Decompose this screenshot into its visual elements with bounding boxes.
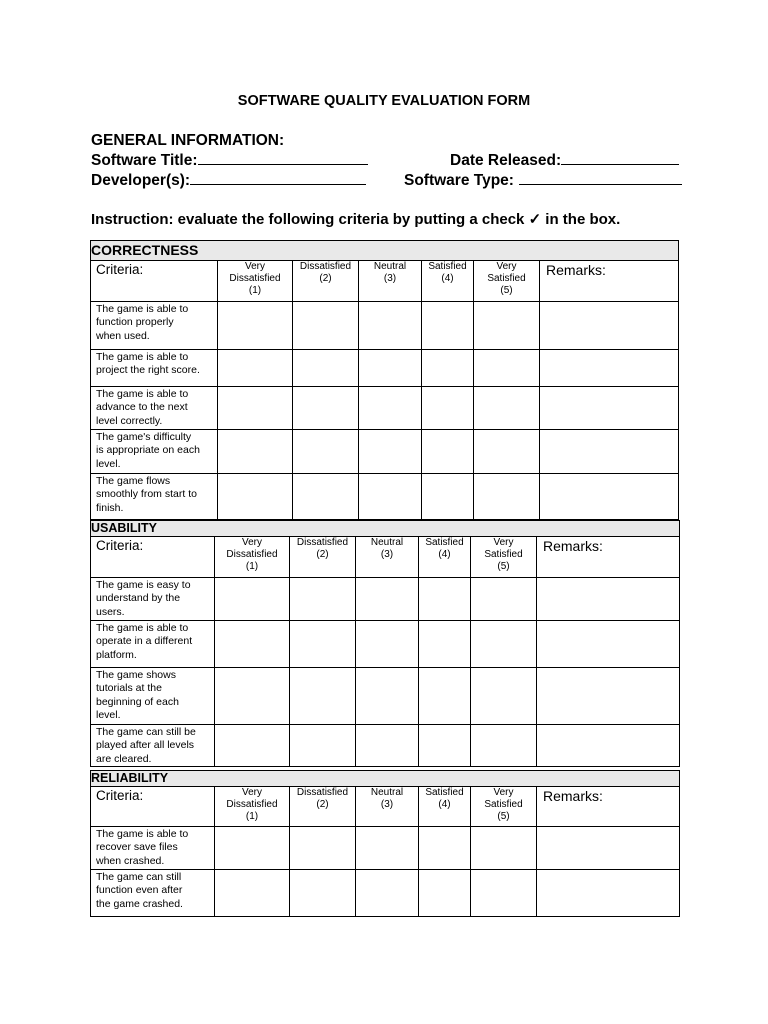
neutral-header-line: Neutral bbox=[370, 787, 404, 798]
satisfied-checkbox[interactable] bbox=[419, 827, 471, 870]
satisfied-header bbox=[419, 537, 471, 578]
remarks-cell[interactable] bbox=[537, 827, 680, 870]
date-released-label: Date Released: bbox=[450, 152, 562, 169]
developers-field[interactable] bbox=[190, 171, 366, 185]
very-dissatisfied-header bbox=[218, 261, 293, 302]
remarks-cell[interactable] bbox=[537, 668, 680, 725]
criteria-text-line: The game flows bbox=[96, 475, 171, 487]
criteria-row bbox=[91, 668, 680, 725]
very-satisfied-checkbox[interactable] bbox=[471, 725, 537, 767]
neutral-header-line: (3) bbox=[380, 549, 394, 560]
criteria-row bbox=[91, 578, 680, 621]
criteria-text-line: The game is able to bbox=[96, 388, 189, 400]
very-satisfied-header-line: Very bbox=[496, 261, 517, 272]
neutral-header-line: (3) bbox=[383, 273, 397, 284]
dissatisfied-header bbox=[293, 261, 359, 302]
very-dissatisfied-checkbox[interactable] bbox=[215, 578, 290, 621]
criteria-text-line: finish. bbox=[96, 501, 124, 514]
criteria-row bbox=[91, 827, 680, 870]
section-title: USABILITY bbox=[91, 521, 680, 537]
software-type-label: Software Type: bbox=[404, 172, 514, 189]
very-satisfied-header-line: (5) bbox=[497, 811, 510, 822]
very-dissatisfied-header-line: Dissatisfied bbox=[229, 273, 281, 284]
criteria-text-line: advance to the next bbox=[96, 401, 188, 414]
very-dissatisfied-header bbox=[215, 787, 290, 827]
criteria-text bbox=[91, 668, 215, 725]
remarks-cell[interactable] bbox=[537, 870, 680, 917]
remarks-cell[interactable] bbox=[540, 387, 679, 430]
neutral-checkbox[interactable] bbox=[359, 302, 422, 350]
criteria-text-line: The game can still bbox=[96, 871, 182, 883]
criteria-row bbox=[91, 430, 679, 474]
remarks-cell[interactable] bbox=[537, 578, 680, 621]
satisfied-checkbox[interactable] bbox=[419, 725, 471, 767]
neutral-checkbox[interactable] bbox=[356, 870, 419, 917]
neutral-checkbox[interactable] bbox=[356, 668, 419, 725]
satisfied-checkbox[interactable] bbox=[419, 578, 471, 621]
very-satisfied-checkbox[interactable] bbox=[471, 870, 537, 917]
neutral-checkbox[interactable] bbox=[359, 350, 422, 387]
very-dissatisfied-header-line: Dissatisfied bbox=[226, 799, 278, 810]
remarks-cell[interactable] bbox=[540, 302, 679, 350]
very-dissatisfied-header-line: (1) bbox=[245, 561, 259, 572]
criteria-header: Criteria: bbox=[91, 537, 215, 578]
very-satisfied-checkbox[interactable] bbox=[471, 578, 537, 621]
criteria-text-line: The game is able to bbox=[96, 828, 189, 840]
very-dissatisfied-header-line: Dissatisfied bbox=[226, 549, 278, 560]
satisfied-checkbox[interactable] bbox=[419, 621, 471, 668]
neutral-header bbox=[359, 261, 422, 302]
software-title-label: Software Title: bbox=[91, 152, 198, 169]
satisfied-header-line: (4) bbox=[441, 273, 454, 284]
neutral-checkbox[interactable] bbox=[356, 578, 419, 621]
criteria-text-line: recover save files bbox=[96, 841, 178, 854]
software-title-field[interactable] bbox=[198, 151, 368, 165]
satisfied-header-line: (4) bbox=[438, 799, 451, 810]
very-dissatisfied-header-line: Very bbox=[241, 787, 262, 798]
criteria-text-line: level. bbox=[96, 708, 121, 721]
dissatisfied-header bbox=[290, 787, 356, 827]
satisfied-checkbox[interactable] bbox=[419, 870, 471, 917]
criteria-text-line: when used. bbox=[96, 329, 150, 342]
neutral-header-line: Neutral bbox=[370, 537, 404, 548]
criteria-text bbox=[91, 870, 215, 917]
criteria-text bbox=[91, 725, 215, 767]
remarks-header: Remarks: bbox=[540, 261, 679, 302]
criteria-row bbox=[91, 474, 679, 520]
very-dissatisfied-checkbox[interactable] bbox=[215, 668, 290, 725]
criteria-text-line: understand by the bbox=[96, 592, 181, 605]
criteria-text-line: beginning of each bbox=[96, 695, 179, 708]
criteria-text-line: The game is able to bbox=[96, 303, 189, 315]
very-satisfied-header-line: (5) bbox=[500, 285, 513, 296]
neutral-header-line: Neutral bbox=[373, 261, 407, 272]
column-header-row bbox=[91, 537, 680, 578]
very-satisfied-checkbox[interactable] bbox=[474, 350, 540, 387]
dissatisfied-header-line: (2) bbox=[316, 549, 329, 560]
criteria-row bbox=[91, 350, 679, 387]
very-dissatisfied-header-line: (1) bbox=[248, 285, 262, 296]
criteria-text bbox=[91, 430, 218, 474]
satisfied-checkbox[interactable] bbox=[422, 302, 474, 350]
neutral-header bbox=[356, 787, 419, 827]
criteria-text bbox=[91, 350, 218, 387]
criteria-text-line: the game crashed. bbox=[96, 897, 183, 910]
satisfied-checkbox[interactable] bbox=[422, 350, 474, 387]
neutral-checkbox[interactable] bbox=[356, 827, 419, 870]
remarks-cell[interactable] bbox=[537, 621, 680, 668]
section-title: RELIABILITY bbox=[91, 771, 680, 787]
criteria-text bbox=[91, 387, 218, 430]
very-satisfied-header-line: (5) bbox=[497, 561, 510, 572]
very-dissatisfied-checkbox[interactable] bbox=[215, 621, 290, 668]
satisfied-checkbox[interactable] bbox=[422, 430, 474, 474]
dissatisfied-checkbox[interactable] bbox=[290, 621, 356, 668]
very-satisfied-header-line: Very bbox=[493, 787, 514, 798]
dissatisfied-checkbox[interactable] bbox=[293, 430, 359, 474]
software-type-field[interactable] bbox=[519, 171, 682, 185]
satisfied-header-line: (4) bbox=[438, 549, 451, 560]
very-dissatisfied-header-line: Very bbox=[244, 261, 265, 272]
remarks-header: Remarks: bbox=[537, 787, 680, 827]
very-satisfied-checkbox[interactable] bbox=[471, 827, 537, 870]
remarks-header: Remarks: bbox=[537, 537, 680, 578]
satisfied-checkbox[interactable] bbox=[422, 387, 474, 430]
very-satisfied-checkbox[interactable] bbox=[474, 302, 540, 350]
section-table-correctness bbox=[90, 240, 679, 520]
very-satisfied-checkbox[interactable] bbox=[474, 387, 540, 430]
neutral-checkbox[interactable] bbox=[356, 621, 419, 668]
criteria-row bbox=[91, 387, 679, 430]
dissatisfied-checkbox[interactable] bbox=[290, 870, 356, 917]
very-satisfied-header-line: Satisfied bbox=[487, 273, 526, 284]
neutral-header-line: (3) bbox=[380, 799, 394, 810]
dissatisfied-checkbox[interactable] bbox=[290, 725, 356, 767]
criteria-text-line: is appropriate on each bbox=[96, 444, 200, 457]
satisfied-header bbox=[419, 787, 471, 827]
software-type-row bbox=[404, 171, 682, 190]
form-title: SOFTWARE QUALITY EVALUATION FORM bbox=[237, 93, 531, 109]
very-dissatisfied-checkbox[interactable] bbox=[215, 870, 290, 917]
very-satisfied-header bbox=[471, 537, 537, 578]
dissatisfied-checkbox[interactable] bbox=[293, 474, 359, 520]
very-dissatisfied-checkbox[interactable] bbox=[218, 302, 293, 350]
satisfied-checkbox[interactable] bbox=[422, 474, 474, 520]
criteria-text-line: when crashed. bbox=[96, 854, 165, 867]
criteria-text-line: The game is able to bbox=[96, 351, 189, 363]
dissatisfied-header-line: (2) bbox=[316, 799, 329, 810]
neutral-header bbox=[356, 537, 419, 578]
very-satisfied-header-line: Satisfied bbox=[484, 799, 523, 810]
criteria-text bbox=[91, 621, 215, 668]
dissatisfied-header-line: Dissatisfied bbox=[296, 787, 349, 798]
section-heading-row bbox=[91, 241, 679, 261]
criteria-row bbox=[91, 621, 680, 668]
dissatisfied-header-line: Dissatisfied bbox=[299, 261, 352, 272]
criteria-text bbox=[91, 302, 218, 350]
very-satisfied-checkbox[interactable] bbox=[471, 621, 537, 668]
very-dissatisfied-checkbox[interactable] bbox=[218, 387, 293, 430]
very-satisfied-header bbox=[474, 261, 540, 302]
dissatisfied-checkbox[interactable] bbox=[290, 578, 356, 621]
criteria-text-line: The game is easy to bbox=[96, 579, 191, 591]
instruction-text: Instruction: evaluate the following criteria by putting a check ✓ in the box. bbox=[91, 211, 621, 228]
date-released-row bbox=[450, 151, 679, 170]
criteria-header: Criteria: bbox=[91, 261, 218, 302]
very-satisfied-header bbox=[471, 787, 537, 827]
very-satisfied-checkbox[interactable] bbox=[474, 474, 540, 520]
dissatisfied-header-line: (2) bbox=[319, 273, 332, 284]
column-header-row bbox=[91, 261, 679, 302]
criteria-text-line: The game can still be bbox=[96, 726, 196, 738]
remarks-cell[interactable] bbox=[540, 474, 679, 520]
neutral-checkbox[interactable] bbox=[359, 387, 422, 430]
dissatisfied-header bbox=[290, 537, 356, 578]
very-dissatisfied-header bbox=[215, 537, 290, 578]
dissatisfied-header-line: Dissatisfied bbox=[296, 537, 349, 548]
criteria-text-line: function even after bbox=[96, 884, 183, 897]
developers-row bbox=[91, 171, 366, 190]
satisfied-header bbox=[422, 261, 474, 302]
very-satisfied-checkbox[interactable] bbox=[471, 668, 537, 725]
criteria-text bbox=[91, 827, 215, 870]
remarks-cell[interactable] bbox=[537, 725, 680, 767]
criteria-text-line: project the right score. bbox=[96, 364, 200, 377]
criteria-text-line: The game is able to bbox=[96, 622, 189, 634]
criteria-text-line: The game shows bbox=[96, 669, 176, 681]
neutral-checkbox[interactable] bbox=[359, 474, 422, 520]
developers-label: Developer(s): bbox=[91, 172, 191, 189]
criteria-text-line: function properly bbox=[96, 316, 174, 329]
criteria-row bbox=[91, 725, 680, 767]
section-title: CORRECTNESS bbox=[91, 241, 679, 261]
criteria-text-line: played after all levels bbox=[96, 739, 195, 752]
dissatisfied-checkbox[interactable] bbox=[290, 668, 356, 725]
section-heading-row bbox=[91, 771, 680, 787]
criteria-text-line: platform. bbox=[96, 648, 137, 661]
very-dissatisfied-checkbox[interactable] bbox=[218, 474, 293, 520]
dissatisfied-checkbox[interactable] bbox=[290, 827, 356, 870]
remarks-cell[interactable] bbox=[540, 350, 679, 387]
general-info-heading: GENERAL INFORMATION: bbox=[91, 132, 285, 149]
criteria-row bbox=[91, 302, 679, 350]
neutral-checkbox[interactable] bbox=[356, 725, 419, 767]
criteria-text bbox=[91, 474, 218, 520]
criteria-header: Criteria: bbox=[91, 787, 215, 827]
criteria-text-line: are cleared. bbox=[96, 752, 152, 765]
section-table-usability bbox=[90, 520, 680, 767]
criteria-text-line: smoothly from start to bbox=[96, 488, 197, 501]
criteria-row bbox=[91, 870, 680, 917]
criteria-text-line: The game's difficulty bbox=[96, 431, 192, 443]
criteria-text-line: operate in a different bbox=[96, 635, 193, 648]
section-table-reliability bbox=[90, 770, 680, 917]
section-heading-row bbox=[91, 521, 680, 537]
criteria-text-line: users. bbox=[96, 605, 125, 618]
very-satisfied-header-line: Very bbox=[493, 537, 514, 548]
software-title-row bbox=[91, 151, 368, 170]
remarks-cell[interactable] bbox=[540, 430, 679, 474]
criteria-text bbox=[91, 578, 215, 621]
criteria-text-line: level. bbox=[96, 457, 121, 470]
very-dissatisfied-checkbox[interactable] bbox=[218, 430, 293, 474]
very-dissatisfied-checkbox[interactable] bbox=[215, 827, 290, 870]
criteria-text-line: level correctly. bbox=[96, 414, 163, 427]
very-dissatisfied-header-line: Very bbox=[241, 537, 262, 548]
neutral-checkbox[interactable] bbox=[359, 430, 422, 474]
date-released-field[interactable] bbox=[561, 151, 679, 165]
satisfied-header-line: Satisfied bbox=[428, 261, 467, 272]
satisfied-header-line: Satisfied bbox=[425, 537, 464, 548]
very-satisfied-header-line: Satisfied bbox=[484, 549, 523, 560]
satisfied-checkbox[interactable] bbox=[419, 668, 471, 725]
dissatisfied-checkbox[interactable] bbox=[293, 302, 359, 350]
criteria-text-line: tutorials at the bbox=[96, 682, 162, 695]
very-dissatisfied-checkbox[interactable] bbox=[218, 350, 293, 387]
satisfied-header-line: Satisfied bbox=[425, 787, 464, 798]
column-header-row bbox=[91, 787, 680, 827]
very-satisfied-checkbox[interactable] bbox=[474, 430, 540, 474]
dissatisfied-checkbox[interactable] bbox=[293, 387, 359, 430]
very-dissatisfied-checkbox[interactable] bbox=[215, 725, 290, 767]
very-dissatisfied-header-line: (1) bbox=[245, 811, 259, 822]
dissatisfied-checkbox[interactable] bbox=[293, 350, 359, 387]
